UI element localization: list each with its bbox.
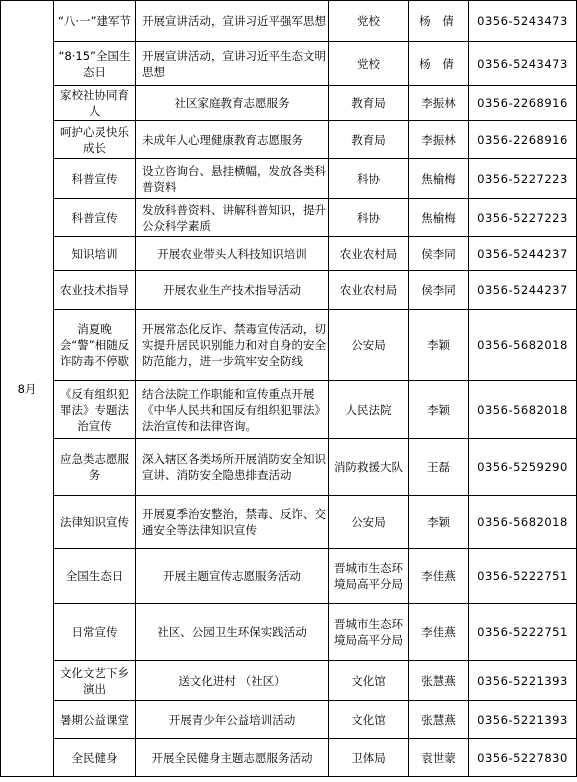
contact-cell: 李振林 [409, 86, 469, 121]
activity-cell: 开展宣讲活动，宣讲习近平生态文明思想 [136, 42, 329, 86]
theme-cell: 知识培训 [54, 237, 136, 271]
theme-cell: 应急类志愿服务 [54, 439, 136, 496]
theme-cell: 科普宣传 [54, 159, 136, 199]
contact-cell: 侯李同 [409, 271, 469, 310]
month-cell: 8月 [1, 1, 54, 777]
phone-cell: 0356-5259290 [469, 439, 577, 496]
phone-cell: 0356-5227223 [469, 199, 577, 237]
phone-cell: 0356-5227830 [469, 739, 577, 777]
activity-cell: 开展全民健身主题志愿服务活动 [136, 739, 329, 777]
table-row [1, 310, 577, 381]
table-row [1, 199, 577, 237]
unit-cell: 党校 [329, 42, 409, 86]
unit-cell: 卫体局 [329, 739, 409, 777]
phone-cell: 0356-5221393 [469, 661, 577, 701]
unit-cell: 文化馆 [329, 701, 409, 739]
unit-cell: 科协 [329, 199, 409, 237]
activity-cell: 开展农业带头人科技知识培训 [136, 237, 329, 271]
contact-cell: 张慧燕 [409, 661, 469, 701]
unit-cell: 农业农村局 [329, 237, 409, 271]
table-row [1, 86, 577, 121]
unit-cell: 公安局 [329, 310, 409, 381]
contact-cell: 袁世蒙 [409, 739, 469, 777]
unit-cell: 晋城市生态环境局高平分局 [329, 549, 409, 604]
phone-cell: 0356-5682018 [469, 310, 577, 381]
phone-cell: 0356-5222751 [469, 604, 577, 661]
contact-cell: 焦榆梅 [409, 199, 469, 237]
contact-cell: 侯李同 [409, 237, 469, 271]
table-row [1, 661, 577, 701]
phone-cell: 0356-5243473 [469, 1, 577, 42]
contact-cell: 焦榆梅 [409, 159, 469, 199]
contact-cell: 张慧燕 [409, 701, 469, 739]
unit-cell: 消防救援大队 [329, 439, 409, 496]
theme-cell: 日常宣传 [54, 604, 136, 661]
activity-cell: 开展主题宣传志愿服务活动 [136, 549, 329, 604]
unit-cell: 农业农村局 [329, 271, 409, 310]
activity-cell: 社区家庭教育志愿服务 [136, 86, 329, 121]
table-row [1, 549, 577, 604]
phone-cell: 0356-2268916 [469, 86, 577, 121]
theme-cell: 家校社协同育人 [54, 86, 136, 121]
activity-cell: 结合法院工作职能和宣传重点开展《中华人民共和国反有组织犯罪法》法治宣传和法律咨询。 [136, 381, 329, 439]
phone-cell: 0356-5682018 [469, 381, 577, 439]
theme-cell: 法律知识宣传 [54, 496, 136, 549]
contact-cell: 杨 倩 [409, 1, 469, 42]
theme-cell: 全民健身 [54, 739, 136, 777]
theme-cell: 呵护心灵快乐成长 [54, 121, 136, 159]
activity-cell: 开展农业生产技术指导活动 [136, 271, 329, 310]
contact-cell: 王磊 [409, 439, 469, 496]
table-row [1, 439, 577, 496]
contact-cell: 李颖 [409, 496, 469, 549]
contact-cell: 李振林 [409, 121, 469, 159]
contact-cell: 李佳燕 [409, 549, 469, 604]
activity-cell: 送文化进村 （社区） [136, 661, 329, 701]
phone-cell: 0356-5244237 [469, 237, 577, 271]
phone-cell: 0356-5243473 [469, 42, 577, 86]
phone-cell: 0356-5682018 [469, 496, 577, 549]
unit-cell: 科协 [329, 159, 409, 199]
phone-cell: 0356-5227223 [469, 159, 577, 199]
table-body [1, 1, 577, 777]
contact-cell: 李颖 [409, 381, 469, 439]
table-row [1, 739, 577, 777]
theme-cell: 暑期公益课堂 [54, 701, 136, 739]
phone-cell: 0356-2268916 [469, 121, 577, 159]
table-row [1, 381, 577, 439]
contact-cell: 李佳燕 [409, 604, 469, 661]
theme-cell: “8·15”全国生态日 [54, 42, 136, 86]
activity-cell: 深入辖区各类场所开展消防安全知识宣讲、消防安全隐患排查活动 [136, 439, 329, 496]
activity-cell: 开展夏季治安整治，禁毒、反诈、交通安全等法律知识宣传 [136, 496, 329, 549]
contact-cell: 杨 倩 [409, 42, 469, 86]
unit-cell: 文化馆 [329, 661, 409, 701]
table-row [1, 159, 577, 199]
table-row [1, 121, 577, 159]
unit-cell: 教育局 [329, 121, 409, 159]
activity-cell: 设立咨询台、悬挂横幅，发放各类科普资料 [136, 159, 329, 199]
activity-cell: 未成年人心理健康教育志愿服务 [136, 121, 329, 159]
theme-cell: 《反有组织犯罪法》专题法治宣传 [54, 381, 136, 439]
activity-cell: 发放科普资料、讲解科普知识，提升公众科学素质 [136, 199, 329, 237]
theme-cell: 科普宣传 [54, 199, 136, 237]
theme-cell: 全国生态日 [54, 549, 136, 604]
activity-cell: 社区、公园卫生环保实践活动 [136, 604, 329, 661]
theme-cell: 消夏晚会“警”相随反诈防毒不停歇 [54, 310, 136, 381]
table-row [1, 237, 577, 271]
table-row [1, 604, 577, 661]
unit-cell: 人民法院 [329, 381, 409, 439]
table-row [1, 42, 577, 86]
table-row [1, 271, 577, 310]
unit-cell: 党校 [329, 1, 409, 42]
activity-cell: 开展宣讲活动，宣讲习近平强军思想 [136, 1, 329, 42]
table-row [1, 701, 577, 739]
activity-cell: 开展常态化反诈、禁毒宣传活动，切实提升居民识别能力和对自身的安全防范能力，进一步筑牢安全防线 [136, 310, 329, 381]
theme-cell: 农业技术指导 [54, 271, 136, 310]
unit-cell: 晋城市生态环境局高平分局 [329, 604, 409, 661]
contact-cell: 李颖 [409, 310, 469, 381]
theme-cell: 文化文艺下乡演出 [54, 661, 136, 701]
activity-cell: 开展青少年公益培训活动 [136, 701, 329, 739]
phone-cell: 0356-5222751 [469, 549, 577, 604]
table-row [1, 496, 577, 549]
phone-cell: 0356-5221393 [469, 701, 577, 739]
phone-cell: 0356-5244237 [469, 271, 577, 310]
theme-cell: “八·一”建军节 [54, 1, 136, 42]
unit-cell: 公安局 [329, 496, 409, 549]
table-row [1, 1, 577, 42]
unit-cell: 教育局 [329, 86, 409, 121]
